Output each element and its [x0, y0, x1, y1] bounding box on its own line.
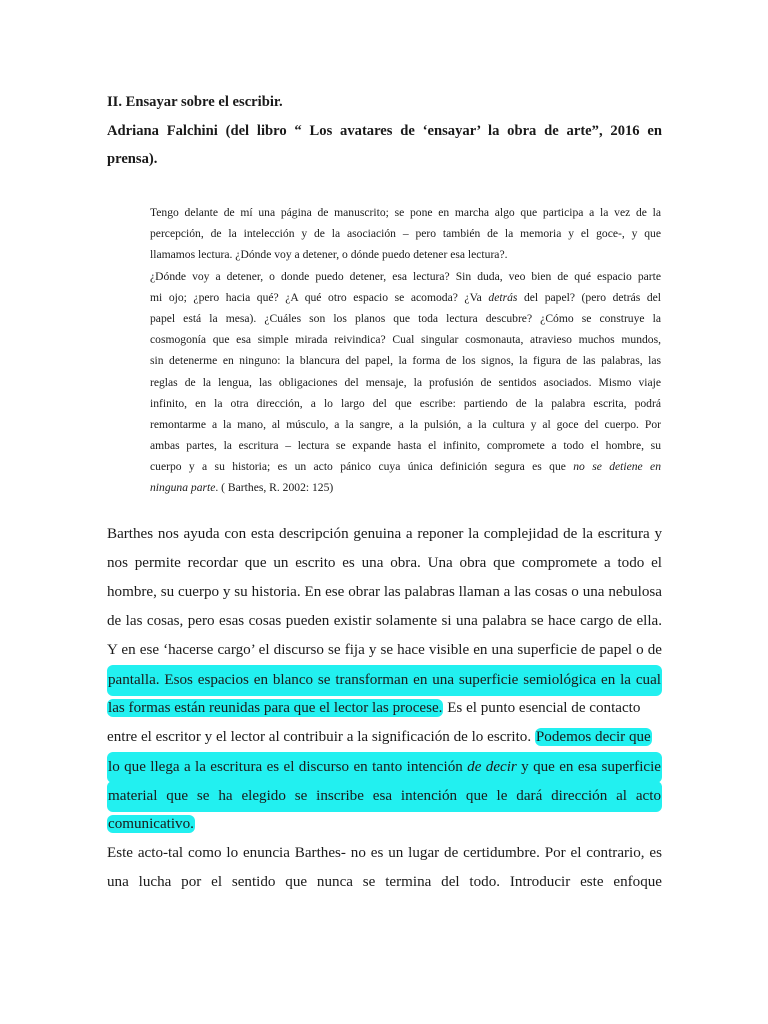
body-paragraph: [107, 520, 662, 897]
quote-emphasis: no se detiene en: [573, 460, 661, 474]
quote-line: remontarme a la mano, al músculo, a la sangre, a la pulsión, a la cultura y al goce del cuerpo. Por: [150, 417, 661, 431]
highlighted-text: Podemos decir que: [535, 729, 651, 745]
quote-line: llamamos lectura. ¿Dónde voy a detener, o dónde puedo detener esa lectura?.: [150, 248, 508, 262]
quote-line: reglas de la lengua, las obligaciones del mensaje, la profusión de sentidos asociados. Mismo viaje: [150, 375, 661, 389]
body-line: [107, 781, 662, 810]
quote-line: papel está la mesa). ¿Cuáles son los planos que toda lectura descubre? ¿Cómo se construye la: [150, 311, 661, 325]
body-line: hombre, su cuerpo y su historia. En ese obrar las palabras llaman a las cosas o una nebulosa: [107, 584, 662, 600]
citation: . ( Barthes, R. 2002: 125): [215, 481, 334, 495]
body-line: las formas están reunidas para que el lector las procese. Es el punto esencial de contacto: [108, 700, 641, 716]
body-line: nos permite recordar que un escrito es una obra. Una obra que compromete a todo el: [107, 555, 662, 571]
quote-emphasis: detrás: [488, 290, 518, 304]
author-line: Adriana Falchini (del libro “ Los avatares de ‘ensayar’ la obra de arte”, 2016 en: [107, 123, 662, 139]
body-line: Barthes nos ayuda con esta descripción genuina a reponer la complejidad de la escritura y: [107, 526, 662, 542]
quote-line: ¿Dónde voy a detener, o donde puedo detener, esa lectura? Sin duda, veo bien de qué espacio parte: [150, 269, 661, 283]
highlighted-text: lo que llega a la escritura es el discurso en tanto intención de decir y que en esa superficie: [107, 752, 662, 783]
quote-line: cosmogonía que esa simple mirada reivindica? Cual singular cosmonauta, atravieso muchos mundos,: [150, 333, 661, 347]
body-line: entre el escritor y el lector al contribuir a la significación de lo escrito. Podemos decir que: [107, 729, 651, 745]
quote-line: [150, 477, 661, 498]
quote-line: ambas partes, la escritura – lectura se expande hasta el infinito, compromete a todo el hombre, su: [150, 439, 661, 453]
highlighted-text: material que se ha elegido se inscribe esa intención que le dará dirección al acto: [107, 781, 662, 812]
body-line: [107, 810, 662, 839]
body-line: [107, 665, 662, 694]
quote-line: percepción, de la intelección y de la asociación – pero también de la memoria y el goce-, y que: [150, 227, 661, 241]
body-line: una lucha por el sentido que nunca se termina del todo. Introducir este enfoque: [107, 874, 662, 890]
quote-line: sin detenerme en ninguno: la blancura del papel, la forma de los signos, la figura de las palabras, las: [150, 354, 661, 368]
quote-line: Tengo delante de mí una página de manuscrito; se pone en marcha algo que participa a la vez de la: [150, 206, 661, 219]
author-line-end: prensa).: [107, 151, 158, 167]
quote-emphasis: ninguna parte: [150, 481, 216, 495]
body-line: Este acto-tal como lo enuncia Barthes- no es un lugar de certidumbre. Por el contrario, es: [107, 845, 662, 861]
block-quote: [150, 202, 661, 499]
quote-line: mi ojo; ¿pero hacia qué? ¿A qué otro espacio se acomoda? ¿Va detrás del papel? (pero detrás del: [150, 290, 662, 304]
section-heading: II. Ensayar sobre el escribir.: [107, 94, 283, 110]
body-line: [107, 752, 662, 781]
highlighted-text: comunicativo.: [108, 816, 194, 832]
body-line: de las cosas, pero esas cosas pueden existir solamente si una palabra se hace cargo de ella.: [107, 613, 662, 629]
highlighted-text: pantalla. Esos espacios en blanco se transforman en una superficie semiológica en la cual: [107, 665, 662, 696]
body-line: Y en ese ‘hacerse cargo’ el discurso se fija y se hace visible en una superficie de papel o de: [107, 642, 662, 658]
highlighted-text: las formas están reunidas para que el lector las procese.: [108, 700, 443, 716]
quote-line: infinito, en la otra dirección, a lo largo del que escribe: partiendo de la palabra escrita, podrá: [150, 396, 661, 410]
quote-line: cuerpo y a su historia; es un acto pánico cuya única definición segura es que no se detiene en: [150, 460, 661, 474]
